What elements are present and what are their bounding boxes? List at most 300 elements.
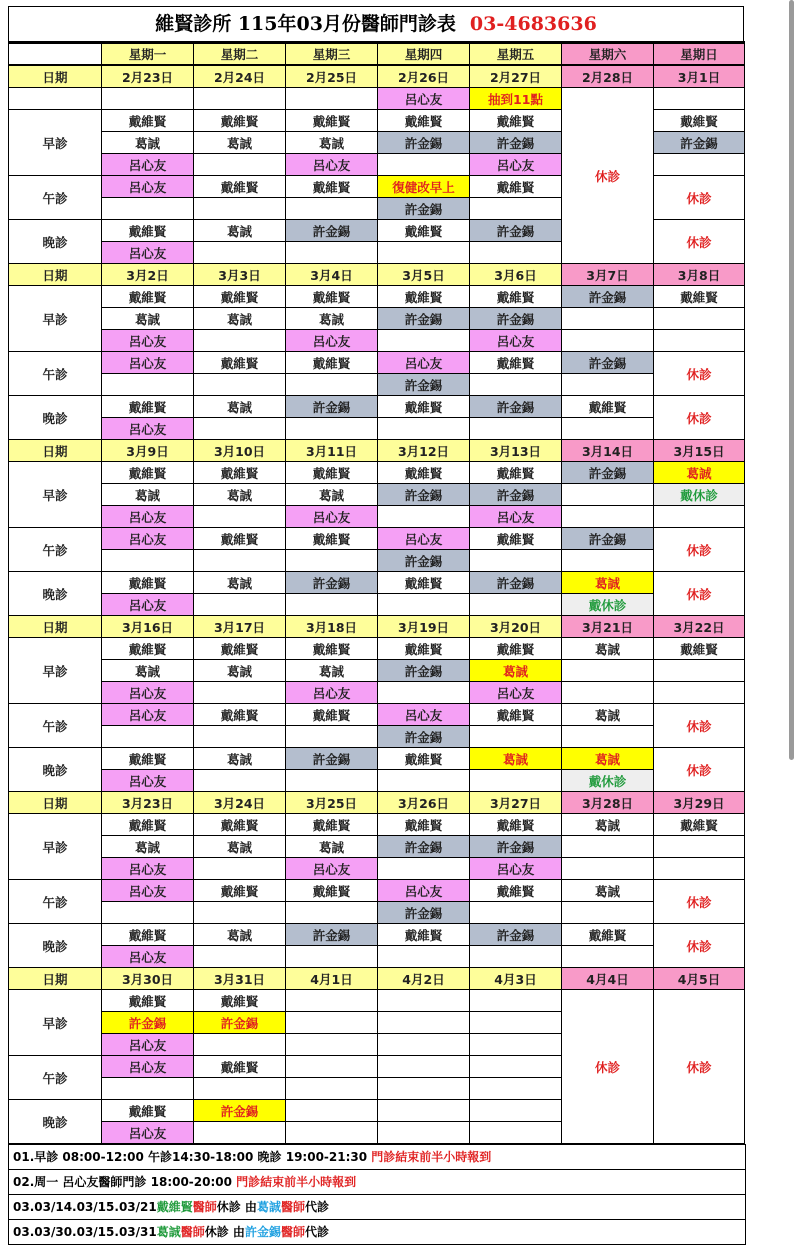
schedule-cell: 休診 <box>654 704 745 748</box>
empty-cell <box>286 770 378 792</box>
schedule-cell: 戴維賢 <box>194 814 286 836</box>
empty-cell <box>286 374 378 396</box>
empty-cell <box>286 990 378 1012</box>
schedule-cell: 休診 <box>654 924 745 968</box>
weekday-header: 星期二 <box>194 43 286 66</box>
schedule-cell: 戴維賢 <box>470 814 562 836</box>
schedule-cell: 戴維賢 <box>194 110 286 132</box>
schedule-cell: 呂心友 <box>470 506 562 528</box>
schedule-cell: 戴維賢 <box>286 286 378 308</box>
empty-cell <box>470 1122 562 1144</box>
schedule-cell: 許金錫 <box>102 1012 194 1034</box>
date-cell: 3月20日 <box>470 616 562 638</box>
date-cell: 3月27日 <box>470 792 562 814</box>
schedule-cell: 戴維賢 <box>194 704 286 726</box>
date-cell: 2月27日 <box>470 65 562 88</box>
schedule-cell: 許金錫 <box>562 462 654 484</box>
schedule-cell: 許金錫 <box>378 132 470 154</box>
schedule-cell: 戴維賢 <box>194 286 286 308</box>
empty-cell <box>286 594 378 616</box>
empty-cell <box>194 374 286 396</box>
weekday-header: 星期六 <box>562 43 654 66</box>
schedule-cell: 葛誠 <box>194 308 286 330</box>
schedule-cell: 呂心友 <box>102 352 194 374</box>
schedule-cell: 葛誠 <box>286 132 378 154</box>
schedule-cell: 休診 <box>654 748 745 792</box>
empty-cell <box>378 242 470 264</box>
empty-cell <box>194 154 286 176</box>
date-cell: 3月6日 <box>470 264 562 286</box>
schedule-cell: 呂心友 <box>470 858 562 880</box>
schedule-cell: 戴維賢 <box>102 1100 194 1122</box>
schedule-cell: 許金錫 <box>654 132 745 154</box>
note-text: 許金錫 <box>244 1225 281 1239</box>
note-text: 葛誠 <box>156 1225 181 1239</box>
schedule-cell: 許金錫 <box>470 132 562 154</box>
shift-label-afternoon: 午診 <box>9 176 102 220</box>
schedule-cell: 復健改早上 <box>378 176 470 198</box>
empty-cell <box>378 946 470 968</box>
date-cell: 2月24日 <box>194 65 286 88</box>
empty-cell <box>470 594 562 616</box>
schedule-cell: 戴維賢 <box>470 110 562 132</box>
empty-cell <box>194 858 286 880</box>
date-cell: 3月11日 <box>286 440 378 462</box>
empty-cell <box>378 1078 470 1100</box>
schedule-cell: 戴維賢 <box>378 110 470 132</box>
weekday-header: 星期四 <box>378 43 470 66</box>
date-cell: 4月5日 <box>654 968 745 990</box>
schedule-cell: 葛誠 <box>654 462 745 484</box>
schedule-cell: 許金錫 <box>378 726 470 748</box>
note-text: 代診 <box>304 1200 329 1214</box>
empty-cell <box>194 770 286 792</box>
empty-cell <box>286 902 378 924</box>
schedule-cell: 呂心友 <box>102 154 194 176</box>
empty-cell <box>102 902 194 924</box>
empty-cell <box>102 550 194 572</box>
shift-label-morning: 早診 <box>9 814 102 880</box>
empty-cell <box>194 242 286 264</box>
empty-cell <box>286 1012 378 1034</box>
weekday-header: 星期一 <box>102 43 194 66</box>
empty-cell <box>470 902 562 924</box>
empty-cell <box>286 1034 378 1056</box>
empty-cell <box>286 1100 378 1122</box>
empty-cell <box>470 946 562 968</box>
empty-cell <box>562 902 654 924</box>
date-cell: 3月8日 <box>654 264 745 286</box>
schedule-cell: 許金錫 <box>470 572 562 594</box>
empty-cell <box>102 374 194 396</box>
schedule-cell: 許金錫 <box>378 836 470 858</box>
date-cell: 2月23日 <box>102 65 194 88</box>
shift-label-afternoon: 午診 <box>9 1056 102 1100</box>
schedule-cell: 許金錫 <box>378 660 470 682</box>
title-text: 維賢診所 115年03月份醫師門診表 <box>155 13 456 35</box>
empty-cell <box>194 594 286 616</box>
schedule-cell: 呂心友 <box>102 704 194 726</box>
schedule-cell: 葛誠 <box>286 660 378 682</box>
shift-label-afternoon: 午診 <box>9 880 102 924</box>
scrollbar[interactable] <box>789 0 794 760</box>
empty-cell <box>562 836 654 858</box>
schedule-cell: 葛誠 <box>194 748 286 770</box>
note-line <box>9 1194 745 1219</box>
shift-label-evening: 晚診 <box>9 924 102 968</box>
schedule-cell: 呂心友 <box>286 858 378 880</box>
schedule-cell: 戴維賢 <box>102 748 194 770</box>
schedule-cell: 戴維賢 <box>194 1056 286 1078</box>
schedule-cell: 戴維賢 <box>102 638 194 660</box>
date-cell: 3月4日 <box>286 264 378 286</box>
note-text: 葛誠 <box>256 1200 281 1214</box>
empty-cell <box>378 682 470 704</box>
empty-cell <box>562 308 654 330</box>
schedule-cell: 戴休診 <box>562 770 654 792</box>
empty-cell <box>194 88 286 110</box>
schedule-cell: 休診 <box>654 396 745 440</box>
shift-label-morning: 早診 <box>9 638 102 704</box>
schedule-cell: 戴維賢 <box>378 462 470 484</box>
schedule-cell: 許金錫 <box>378 484 470 506</box>
empty-cell <box>654 682 745 704</box>
date-label: 日期 <box>9 616 102 638</box>
schedule-cell: 許金錫 <box>470 836 562 858</box>
schedule-cell: 葛誠 <box>562 704 654 726</box>
notes-block <box>8 1144 746 1245</box>
empty-cell <box>286 198 378 220</box>
schedule-cell: 呂心友 <box>102 242 194 264</box>
date-cell: 3月30日 <box>102 968 194 990</box>
date-cell: 3月21日 <box>562 616 654 638</box>
date-label: 日期 <box>9 968 102 990</box>
empty-cell <box>470 374 562 396</box>
schedule-cell: 戴維賢 <box>194 638 286 660</box>
schedule-cell: 葛誠 <box>562 880 654 902</box>
schedule-cell: 戴維賢 <box>654 110 745 132</box>
date-cell: 2月26日 <box>378 65 470 88</box>
note-text: 醫師 <box>192 1200 217 1214</box>
date-cell: 3月12日 <box>378 440 470 462</box>
schedule-cell: 戴維賢 <box>194 990 286 1012</box>
schedule-cell: 葛誠 <box>194 484 286 506</box>
empty-cell <box>562 330 654 352</box>
schedule-cell: 戴維賢 <box>470 352 562 374</box>
schedule-cell: 戴維賢 <box>470 286 562 308</box>
weekday-header: 星期五 <box>470 43 562 66</box>
schedule-cell: 許金錫 <box>286 748 378 770</box>
date-cell: 2月25日 <box>286 65 378 88</box>
note-text: 醫師 <box>280 1225 305 1239</box>
empty-cell <box>286 550 378 572</box>
schedule-cell: 呂心友 <box>286 154 378 176</box>
schedule-cell: 戴維賢 <box>286 176 378 198</box>
schedule-cell: 葛誠 <box>194 660 286 682</box>
schedule-cell: 戴維賢 <box>286 814 378 836</box>
date-cell: 3月7日 <box>562 264 654 286</box>
empty-cell <box>194 418 286 440</box>
empty-cell <box>562 946 654 968</box>
empty-cell <box>378 594 470 616</box>
schedule-cell: 戴維賢 <box>470 880 562 902</box>
date-label: 日期 <box>9 440 102 462</box>
empty-cell <box>378 770 470 792</box>
schedule-cell: 許金錫 <box>378 374 470 396</box>
schedule-cell: 戴維賢 <box>102 110 194 132</box>
schedule-cell: 戴維賢 <box>470 638 562 660</box>
empty-cell <box>102 726 194 748</box>
date-cell: 3月14日 <box>562 440 654 462</box>
note-text: 醫師 <box>280 1200 305 1214</box>
shift-label-afternoon: 午診 <box>9 528 102 572</box>
schedule-cell: 休診 <box>654 528 745 572</box>
schedule-cell: 戴維賢 <box>102 220 194 242</box>
empty-cell <box>378 858 470 880</box>
empty-cell <box>194 506 286 528</box>
date-label: 日期 <box>9 65 102 88</box>
schedule-cell: 戴維賢 <box>286 638 378 660</box>
schedule-cell: 呂心友 <box>102 506 194 528</box>
date-label: 日期 <box>9 264 102 286</box>
shift-label-morning: 早診 <box>9 462 102 528</box>
empty-cell <box>286 1078 378 1100</box>
empty-cell <box>194 1122 286 1144</box>
schedule-cell: 許金錫 <box>286 396 378 418</box>
schedule-cell: 呂心友 <box>102 594 194 616</box>
empty-cell <box>194 550 286 572</box>
empty-cell <box>9 43 102 66</box>
schedule-cell: 戴維賢 <box>102 462 194 484</box>
date-cell: 4月4日 <box>562 968 654 990</box>
empty-cell <box>194 902 286 924</box>
shift-label-evening: 晚診 <box>9 220 102 264</box>
date-cell: 3月31日 <box>194 968 286 990</box>
schedule-cell: 戴維賢 <box>470 462 562 484</box>
schedule-cell: 葛誠 <box>194 836 286 858</box>
schedule-cell: 葛誠 <box>194 132 286 154</box>
schedule-cell: 呂心友 <box>102 1034 194 1056</box>
schedule-cell: 呂心友 <box>378 352 470 374</box>
schedule-cell: 休診 <box>654 880 745 924</box>
schedule-cell: 戴維賢 <box>286 528 378 550</box>
empty-cell <box>470 990 562 1012</box>
empty-cell <box>286 1122 378 1144</box>
empty-cell <box>378 1012 470 1034</box>
schedule-cell: 葛誠 <box>470 748 562 770</box>
schedule-cell: 戴維賢 <box>378 220 470 242</box>
schedule-cell: 葛誠 <box>102 484 194 506</box>
schedule-cell: 休診 <box>562 88 654 264</box>
date-cell: 3月28日 <box>562 792 654 814</box>
schedule-cell: 戴維賢 <box>286 462 378 484</box>
shift-label-morning: 早診 <box>9 286 102 352</box>
empty-cell <box>562 550 654 572</box>
empty-cell <box>286 726 378 748</box>
schedule-cell: 休診 <box>654 176 745 220</box>
schedule-cell: 戴維賢 <box>470 528 562 550</box>
empty-cell <box>562 726 654 748</box>
schedule-cell: 戴維賢 <box>102 814 194 836</box>
schedule-cell: 戴維賢 <box>654 638 745 660</box>
schedule-sheet <box>8 6 744 1245</box>
empty-cell <box>286 1056 378 1078</box>
schedule-cell: 戴維賢 <box>194 880 286 902</box>
empty-cell <box>470 1100 562 1122</box>
empty-cell <box>378 418 470 440</box>
schedule-cell: 休診 <box>654 990 745 1144</box>
empty-cell <box>378 990 470 1012</box>
schedule-cell: 呂心友 <box>378 88 470 110</box>
schedule-cell: 戴維賢 <box>654 286 745 308</box>
empty-cell <box>654 506 745 528</box>
schedule-cell: 呂心友 <box>378 528 470 550</box>
date-cell: 3月2日 <box>102 264 194 286</box>
schedule-cell: 葛誠 <box>562 638 654 660</box>
schedule-cell: 戴維賢 <box>194 462 286 484</box>
empty-cell <box>470 770 562 792</box>
schedule-cell: 葛誠 <box>194 572 286 594</box>
schedule-cell: 許金錫 <box>470 308 562 330</box>
note-text: 02.周一 呂心友醫師門診 18:00-20:00 <box>13 1175 237 1189</box>
schedule-cell: 葛誠 <box>194 924 286 946</box>
schedule-cell: 抽到11點 <box>470 88 562 110</box>
empty-cell <box>194 1078 286 1100</box>
schedule-cell: 葛誠 <box>102 308 194 330</box>
empty-cell <box>378 506 470 528</box>
date-cell: 3月26日 <box>378 792 470 814</box>
schedule-cell: 許金錫 <box>470 220 562 242</box>
shift-label-evening: 晚診 <box>9 1100 102 1144</box>
empty-cell <box>102 1078 194 1100</box>
empty-cell <box>470 1012 562 1034</box>
shift-label-evening: 晚診 <box>9 396 102 440</box>
empty-cell <box>378 1100 470 1122</box>
date-cell: 3月23日 <box>102 792 194 814</box>
date-cell: 3月29日 <box>654 792 745 814</box>
note-text: 03.03/30.03/15.03/31 <box>13 1225 157 1239</box>
schedule-cell: 葛誠 <box>102 660 194 682</box>
schedule-cell: 葛誠 <box>102 132 194 154</box>
date-cell: 3月16日 <box>102 616 194 638</box>
shift-label-morning: 早診 <box>9 110 102 176</box>
empty-cell <box>654 308 745 330</box>
schedule-cell: 休診 <box>562 990 654 1144</box>
empty-cell <box>286 242 378 264</box>
date-cell: 3月10日 <box>194 440 286 462</box>
date-cell: 3月18日 <box>286 616 378 638</box>
empty-cell <box>562 374 654 396</box>
schedule-cell: 戴維賢 <box>286 352 378 374</box>
note-text: 門診結束前半小時報到 <box>371 1150 492 1164</box>
empty-cell <box>562 484 654 506</box>
empty-cell <box>102 198 194 220</box>
schedule-cell: 呂心友 <box>286 330 378 352</box>
schedule-cell: 戴維賢 <box>102 572 194 594</box>
schedule-cell: 戴維賢 <box>286 880 378 902</box>
shift-label-afternoon: 午診 <box>9 704 102 748</box>
schedule-cell: 戴維賢 <box>378 748 470 770</box>
schedule-cell: 戴維賢 <box>562 924 654 946</box>
note-line <box>9 1169 745 1194</box>
schedule-cell: 葛誠 <box>102 836 194 858</box>
weekday-header: 星期三 <box>286 43 378 66</box>
date-cell: 2月28日 <box>562 65 654 88</box>
schedule-cell: 休診 <box>654 352 745 396</box>
date-cell: 4月2日 <box>378 968 470 990</box>
schedule-cell: 戴維賢 <box>102 990 194 1012</box>
schedule-cell: 呂心友 <box>102 1056 194 1078</box>
schedule-cell: 呂心友 <box>378 704 470 726</box>
date-cell: 3月17日 <box>194 616 286 638</box>
schedule-cell: 休診 <box>654 572 745 616</box>
date-cell: 3月15日 <box>654 440 745 462</box>
note-text: 03.03/14.03/15.03/21 <box>13 1200 157 1214</box>
empty-cell <box>194 330 286 352</box>
empty-cell <box>654 330 745 352</box>
date-cell: 3月22日 <box>654 616 745 638</box>
date-cell: 3月3日 <box>194 264 286 286</box>
schedule-cell: 許金錫 <box>378 902 470 924</box>
empty-cell <box>378 154 470 176</box>
schedule-cell: 呂心友 <box>102 858 194 880</box>
empty-cell <box>9 88 102 110</box>
shift-label-morning: 早診 <box>9 990 102 1056</box>
schedule-cell: 葛誠 <box>562 572 654 594</box>
note-text: 戴維賢 <box>156 1200 193 1214</box>
empty-cell <box>378 1056 470 1078</box>
schedule-cell: 許金錫 <box>470 924 562 946</box>
empty-cell <box>102 88 194 110</box>
empty-cell <box>470 1078 562 1100</box>
empty-cell <box>378 330 470 352</box>
schedule-cell: 戴維賢 <box>194 352 286 374</box>
note-text: 01.早診 08:00-12:00 午診14:30-18:00 晚診 19:00-21:30 <box>13 1150 372 1164</box>
schedule-cell: 戴維賢 <box>102 286 194 308</box>
schedule-cell: 呂心友 <box>378 880 470 902</box>
schedule-cell: 許金錫 <box>286 572 378 594</box>
schedule-cell: 呂心友 <box>470 330 562 352</box>
schedule-cell: 許金錫 <box>562 528 654 550</box>
schedule-cell: 戴維賢 <box>378 572 470 594</box>
empty-cell <box>378 1122 470 1144</box>
schedule-cell: 葛誠 <box>286 836 378 858</box>
empty-cell <box>654 836 745 858</box>
schedule-title <box>8 6 744 41</box>
date-cell: 3月19日 <box>378 616 470 638</box>
date-cell: 3月13日 <box>470 440 562 462</box>
empty-cell <box>562 506 654 528</box>
schedule-cell: 戴維賢 <box>102 396 194 418</box>
shift-label-evening: 晚診 <box>9 748 102 792</box>
schedule-cell: 戴維賢 <box>470 176 562 198</box>
schedule-cell: 呂心友 <box>102 1122 194 1144</box>
empty-cell <box>194 682 286 704</box>
date-cell: 4月3日 <box>470 968 562 990</box>
schedule-cell: 呂心友 <box>102 528 194 550</box>
empty-cell <box>470 418 562 440</box>
note-text: 醫師 <box>180 1225 205 1239</box>
schedule-cell: 呂心友 <box>102 770 194 792</box>
empty-cell <box>194 198 286 220</box>
empty-cell <box>194 726 286 748</box>
empty-cell <box>654 858 745 880</box>
schedule-cell: 許金錫 <box>194 1100 286 1122</box>
schedule-cell: 葛誠 <box>194 220 286 242</box>
schedule-cell: 戴維賢 <box>102 924 194 946</box>
schedule-cell: 葛誠 <box>286 308 378 330</box>
clinic-phone: 03-4683636 <box>469 13 597 35</box>
